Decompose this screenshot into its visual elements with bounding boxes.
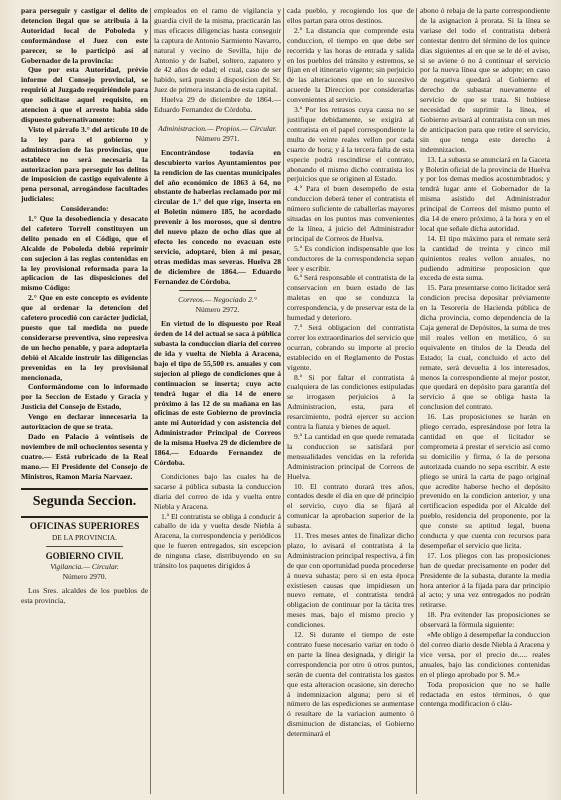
quoted-formula: «Me obligo á desempeñar la conduccion del correo diario desde Niebla á Aracena y vice versa, por el precio de..... reales anuales, bajo las condiciones contenidas en el pliego aprobado por S. M.» [420, 630, 550, 679]
dept-label: Vigilancia.— Circular. [50, 562, 119, 572]
dept-label: Correos.— Negociado 2.° [178, 295, 257, 305]
column-divider [416, 8, 417, 794]
order-number: Número 2971. [195, 133, 240, 143]
divider [179, 119, 255, 120]
paragraph: 13. La subasta se anunciará en la Gaceta y Boletin oficial de la provincia de Huelva y por los demas medios acostumbrados; y tendrá lugar ante el Gobernador de la misma asistido del Administrador principal de Correos del mismo punto el dia 14 de enero próximo, á la hora y en el local que señale dicha autoridad. [420, 154, 550, 233]
column-3 [287, 6, 414, 796]
paragraph: 17. Los pliegos con las proposiciones han de quedar precisamente en poder del Presidente de la subasta, durante la media hora anterior á la fijada para dar principio al acto; y una vez entregados no podrán retirarse. [420, 550, 550, 610]
divider [179, 290, 255, 291]
paragraph: 12. Si durante el tiempo de este contrato fuese necesario variar en todo ó en parte la línea designada, y dirigir la correspondencia por otro ú otros puntos, serán de cuenta del contratista los gastos que esta alteracion ocasione, sin derecho á indemnizacion alguna; pero si el número de las espediciones se aumentase ó resultare de la variacion aumento ó disminucion de distancias, el Gobierno determinará el [287, 630, 414, 739]
paragraph: En virtud de lo dispuesto por Real órden de 14 del actual se saca á pública subasta la conduccion diaria del correo de ida y vuelta de Niebla á Aracena, bajo el tipo de 55,500 rs. anuales y con sujecion al pliego de condiciones que á continuacion se inserta; cuyo acto tendrá lugar el dia 14 de enero próximo á las 12 de su mañana en las oficinas de este Gobierno de provincia ante mi Autoridad y con asistencia del Administrador Principal de Correos de la misma Huelva 29 de diciembre de 1864.— Eduardo Fernandez de Córdoba. [154, 319, 281, 467]
paragraph: 15. Para presentarse como licitador será condicion precisa depositar préviamente en la Tesorería de Hacienda pública de dicha provincia, como dependencia de la Caja general de Depósitos, la suma de tres mil reales vellon en metálico, ó su equivalente en títulos de la Deuda del Estado; la cual, concluido el acto del remate, será devuelta á los interesados, menos la correspondiente al mejor postor, que quedará en depósito para garantía del servicio á que se obliga hasta la conclusion del contrato. [420, 283, 550, 412]
column-divider [150, 8, 151, 794]
paragraph: para perseguir y castigar el delito de detencion ilegal que se atribuia á la Autoridad local de Poboleda y conformándose el Juez con este parecer, se lo participó así al Gobernador de la provincia: [21, 6, 148, 65]
considering-heading: Considerando: [60, 204, 109, 214]
order-number: Número 2972. [195, 305, 240, 315]
column-4 [420, 6, 550, 796]
section-title: Segunda Seccion. [32, 493, 137, 509]
paragraph: Vengo en declarar innecesaria la autorizacion de que se trata. [21, 412, 148, 432]
divider [46, 546, 122, 547]
paragraph: Condiciones bajo las cuales ha de sacarse á pública subasta la conduccion diaria del correo de ida y vuelta entre Niebla y Aracena. [154, 471, 281, 511]
paragraph: abono ó rebaja de la parte correspondiente de la asignacion á prorata. Si la línea se variase del todo el contratista deberá contestar dentro del término de los quince dias siguientes al en que se le dé el aviso, si se aviene ó no á continuar el servicio por la nueva línea que se adopte; en caso de negativa quedará al Gobierno el derecho de subastar nuevamente el servicio de que se trata. Si hubiese necesidad de suprimir la línea, el Gobierno avisará al contratista con un mes de anticipacion para que retire el servicio, sin que tenga este derecho á indemnizacion. [420, 6, 550, 154]
paragraph: 18. Pra evitender las proposiciones se observará la fórmula siguiente: [420, 610, 550, 630]
paragraph: Visto el párrafo 3.° del artículo 10 de la ley para el gobierno y administracion de las provincias, que establece no será necesaria la autorizacion para perseguir los delitos de imposicion de castigo equivalente á pena personal, arrogándose facultades judiciales: [21, 124, 148, 204]
paragraph: 11. Tres meses antes de finalizar dicho plazo, lo avisará el contratista á la Administracion principal respectiva, á fin de que con oportunidad pueda procederse á nueva subasta; pero si en esta época existiesen causas que impidiesen un nuevo remate, el contratista tendrá obligacion de continuar por la tácita tres meses mas, bajo el mismo precio y condiciones. [287, 531, 414, 630]
office-subheading: DE LA PROVINCIA. [51, 532, 118, 542]
paragraph: 5.ª Es condicion indispensable que los conductores de la correspondencia sepan leer y escribir. [287, 243, 414, 273]
paragraph: 9.ª La cantidad en que quede rematada la conduccion se satisfará por mensualidades vencidas en la referida Administracion principal de Correos de Huelva. [287, 431, 414, 481]
paragraph: Toda proposicion que no se halle redactada en estos términos, ó que contenga modificacion ó cláu- [420, 679, 550, 709]
paragraph: Conformándome con lo informado por la Seccion de Estado y Gracia y Justicia del Consejo de Estado, [21, 382, 148, 412]
signature: Huelva 29 de diciembre de 1864.—Eduardo Fernandez de Córdoba. [154, 95, 281, 115]
paragraph: Dado en Palacio á veintiseis de noviembre de mil ochocientos sesenta y cuatro.— Está rubricado de la Real mano.— El Presidente del Consejo de Ministros, Ramon María Narvaez. [21, 431, 148, 481]
paragraph: 14. El tipo máximo para el remate será la cantidad de treinta y cinco mil quinientos reales vellon anuales, no pudiendo admitirse proposicion que exceda de esta suma. [420, 233, 550, 283]
paragraph: 10. El contrato durará tres años, contados desde el dia en que dé principio el servicio, cuyo dia se fijará al comunicar la aprobacion superior de la subasta. [287, 481, 414, 531]
paragraph: 7.ª Será obligacion del contratista correr los extraordinarios del servicio que ocurran, cobrando su importe al precio establecido en el Reglamento de Postas vigente. [287, 323, 414, 372]
order-number: Número 2970. [62, 572, 107, 582]
paragraph: 16. Las proposiciones se harán en pliego cerrado, espresándose por letra la cantidad en que el licitador se comprometa á prestar el servicio así como su domicilio y firma, ó la de persona autorizada cuando no sepa escribir. A este pliego se unirá la carta de pago original que acredite haberse hecho el depósito prevenido en la condicion anterior, y una certificacion espedida por el Alcalde del pueblo, residencia del proponente, por la que conste su aptitud legal, buena conducta y que cuenta con recursos para desempeñar el servicio que licita. [420, 412, 550, 550]
paragraph: 4.ª Para el buen desempeño de esta conduccion deberá tener el contratista el número suficiente de caballerías mayores situadas en los puntos mas convenientes de la línea, á juicio del Administrador principal de Correos de Huelva. [287, 184, 414, 243]
paragraph: cada pueblo, y recogiendo los que de ellos partan para otros destinos. [287, 6, 414, 25]
paragraph: 3.ª Por los retrasos cuya causa no se justifique debidamente, se exigirá al contratista en el papel correspondiente la multa de veinte reales vellon por cada cuarto de hora; y á la tercera falta de esta especie podrá rescindirse el contrato, abonando el mismo dicho contratista los perjuicios que se originen al Estado. [287, 105, 414, 184]
office-heading: OFICINAS SUPERIORES [29, 521, 140, 532]
dept-label: Administracion.— Propios.— Circular. [158, 123, 277, 133]
paragraph: Encontrándose todavía en descubierto varios Ayuntamientos por la rendicion de las cuentas municipales del año económico de 1863 á 64, no obstante de haberlas reclamado por mi circular de 1.° del que rige, inserta en el Boletin número 185, he acordado prevenir á los morosos, que si dentro del nuevo plazo de ocho dias que al efecto les concedo no evacuan este servicio, adoptaré, bien á mi pesar, otras medidas mas severas. Huelva 28 de diciembre de 1864.— Eduardo Fernandez de Córdoba. [154, 147, 281, 286]
section-rule [21, 516, 148, 518]
paragraph: empleados en el ramo de vigilancia y guardia civil de la misma, practicarán las mas eficaces diligencias hasta conseguir la captura de Antonio Sarmiento Navarro, natural y vecino de Sevilla, hijo de Antonio y de Isabel, soltero, zapatero y de 42 años de edad; el cual, caso de ser habido, será puesto á disposicion del Sr. Juez de primera instancia de esta capital. [154, 6, 281, 95]
column-1 [21, 6, 148, 796]
paragraph: 1.° Que la desobediencia y desacato del cafetero Torrell constituyen un delito penado en el Código, que el Alcalde de Poboleda debió reprimir con sujecion á las reglas contenidas en la ley provisional reformada para la aplicacion de las disposiciones del mismo Código: [21, 214, 148, 293]
paragraph: 6.ª Será responsable el contratista de la conservacion en buen estado de las maletas en que se conduzca la correspondencia, y de preservar esta de la humedad y deterioro. [287, 273, 414, 323]
paragraph: 8.ª Si por faltar el contratista á cualquiera de las condiciones estipuladas se irrogasen perjuicios á la Administracion, esta, para el resarcimiento, podrá ejercer su accion contra la fianza y bienes de aquel. [287, 372, 414, 432]
paragraph: 2.ª La distancia que comprende esta conduccion, el tiempo en que debe ser recorrida y las horas de entrada y salida en los pueblos del tránsito y estremos, se fijan en el itinerario vigente; sin perjuicio de las alteraciones que en lo sucesivo acuerde la Direccion por considerarlas convenientes al servicio. [287, 25, 414, 105]
paragraph: Que por esta Autoridad, prévio informe del Consejo provincial, se requirió al Juzgado requiriéndole para que solicitase aquel requisito, en atencion á que el arresto habia sido dispuesto gubernativamente: [21, 65, 148, 124]
paragraph: 1.ª El contratista se obliga á conducir á caballo de ida y vuelta desde Niebla á Aracena, la correspondencia y periódicos que le fueren entregados, sin escepcion de ninguna clase, distribuyendo en su tránsito los paquetes dirigidos á [154, 511, 281, 571]
paragraph: 2.° Que en este concepto es evidente que al ordenar la detencion del cafetero procedió con carácter judicial, puesto que tal medida no puede considerarse preventiva, sino represiva de un hecho penable, y para adoptarla debió el Alcalde instruir las diligencias prevenidas en la ley provisional mencionada, [21, 293, 148, 382]
column-2 [154, 6, 281, 796]
section-rule [21, 488, 148, 490]
paragraph: Los Sres. alcaldes de los pueblos de esta provincia, [21, 586, 148, 606]
column-divider [283, 8, 284, 794]
gobierno-civil-heading: GOBIERNO CIVIL [45, 551, 124, 562]
